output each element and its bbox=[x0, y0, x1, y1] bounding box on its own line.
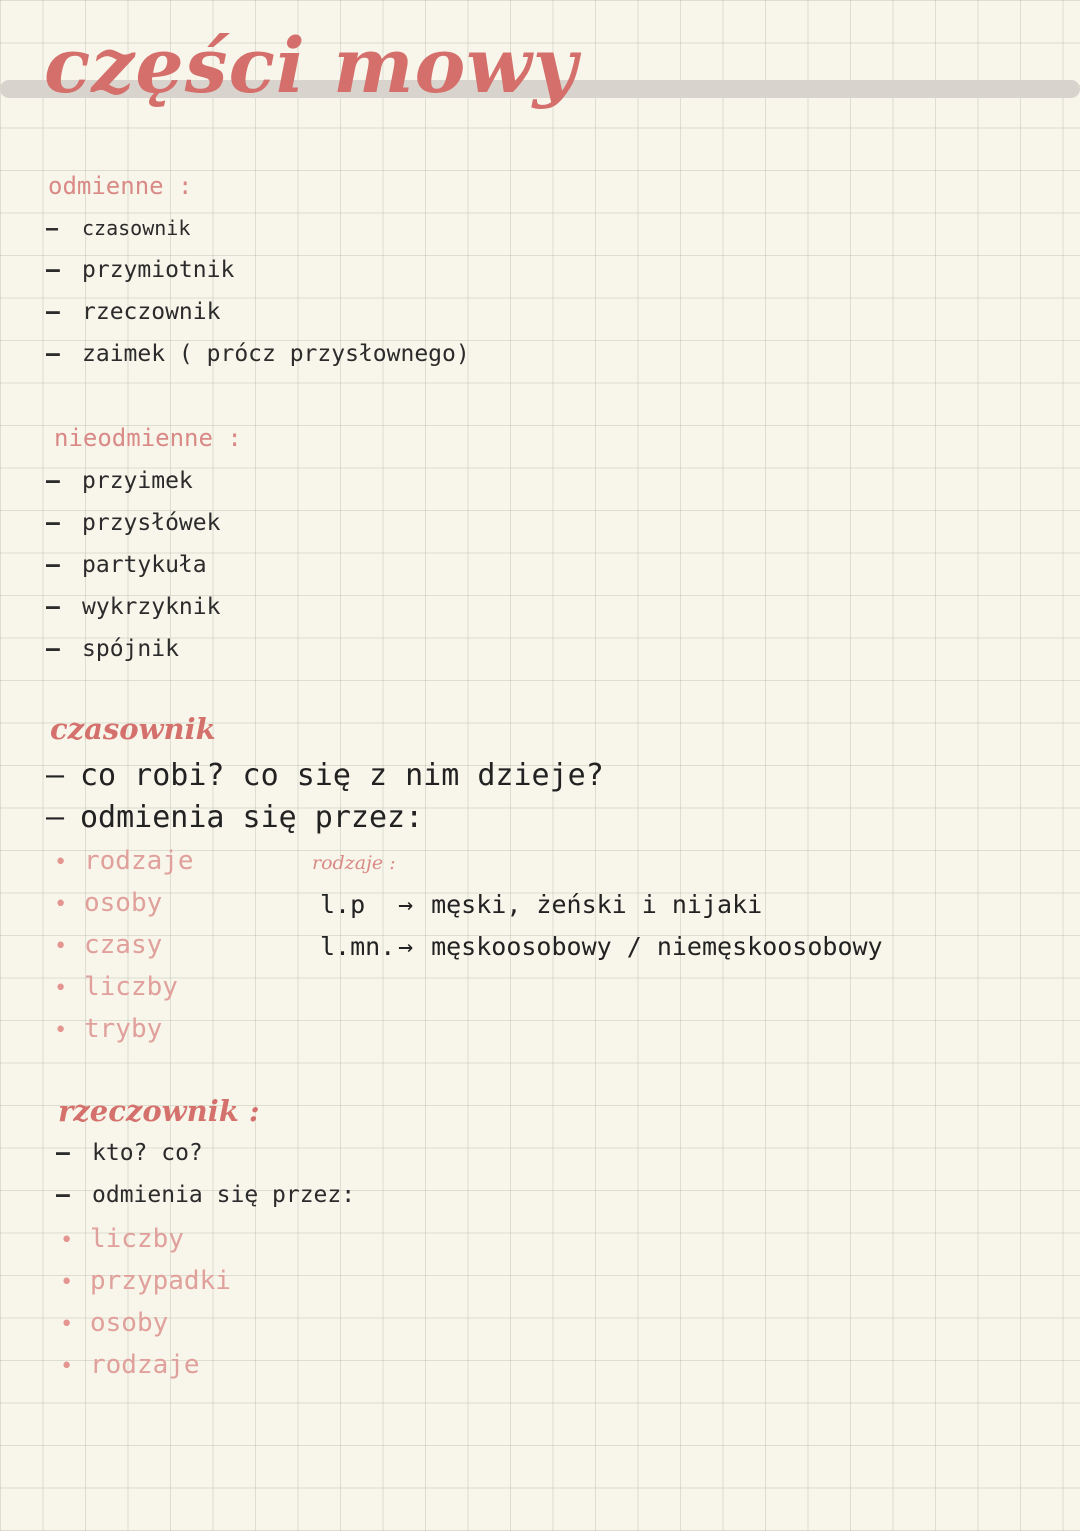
list-item: – przysłówek bbox=[46, 510, 221, 536]
czasownik-heading: czasownik bbox=[50, 712, 216, 746]
rzeczownik-declines: – odmienia się przez: bbox=[56, 1182, 356, 1208]
list-item: – spójnik bbox=[46, 636, 179, 662]
page-title: części mowy bbox=[44, 21, 578, 110]
czasownik-questions: – co robi? co się z nim dzieje? bbox=[46, 758, 604, 793]
rodzaje-lp-row: l.p → męski, żeński i nijaki bbox=[320, 890, 763, 919]
rodzaje-label: rodzaje : bbox=[312, 852, 396, 874]
rodzaje-lmn-row: l.mn. → męskoosobowy / niemęskoosobowy bbox=[320, 932, 883, 961]
odmienne-heading: odmienne : bbox=[48, 172, 193, 200]
list-item: • osoby bbox=[54, 888, 163, 918]
list-item: • rodzaje bbox=[54, 846, 194, 876]
list-item: – wykrzyknik bbox=[46, 594, 221, 620]
list-item: – przyimek bbox=[46, 468, 193, 494]
list-item: – partykuła bbox=[46, 552, 207, 578]
nieodmienne-heading: nieodmienne : bbox=[54, 424, 242, 452]
rzeczownik-heading: rzeczownik : bbox=[58, 1094, 260, 1128]
list-item: • osoby bbox=[60, 1308, 169, 1338]
list-item: – przymiotnik bbox=[46, 257, 235, 283]
list-item: – czasownik bbox=[46, 216, 191, 240]
list-item: • tryby bbox=[54, 1014, 163, 1044]
list-item: – zaimek ( prócz przysłownego) bbox=[46, 341, 470, 367]
rzeczownik-questions: – kto? co? bbox=[56, 1140, 203, 1166]
list-item: • przypadki bbox=[60, 1266, 231, 1296]
list-item: • czasy bbox=[54, 930, 163, 960]
list-item: • liczby bbox=[54, 972, 178, 1002]
list-item: • rodzaje bbox=[60, 1350, 200, 1380]
czasownik-declines: – odmienia się przez: bbox=[46, 800, 424, 835]
list-item: – rzeczownik bbox=[46, 299, 221, 325]
arrow-right-icon: → bbox=[398, 890, 414, 919]
arrow-right-icon: → bbox=[398, 932, 414, 961]
list-item: • liczby bbox=[60, 1224, 184, 1254]
